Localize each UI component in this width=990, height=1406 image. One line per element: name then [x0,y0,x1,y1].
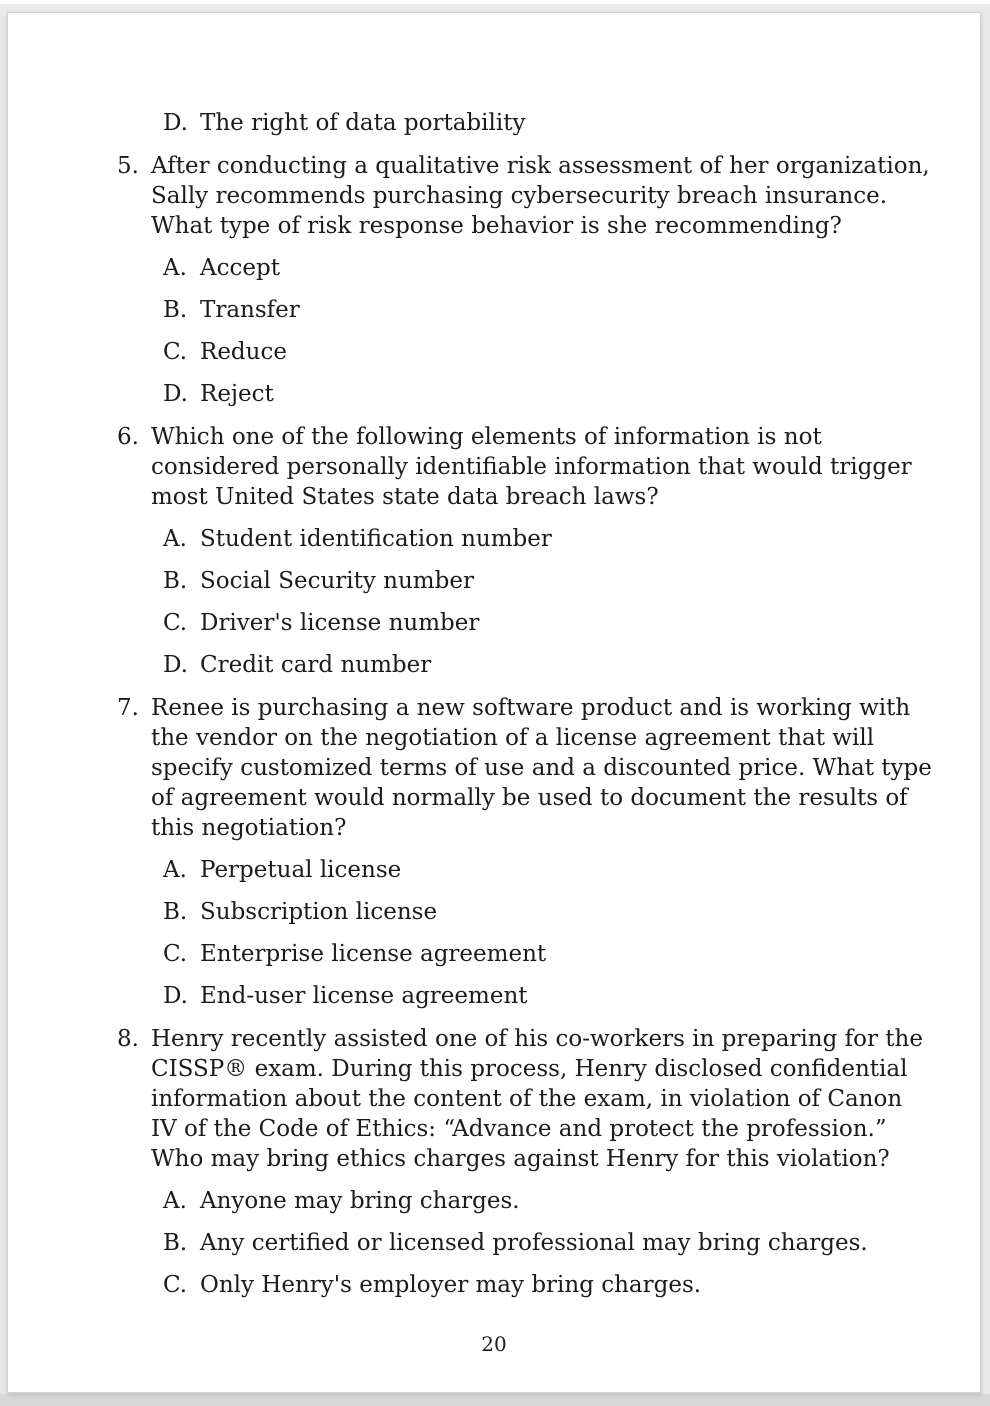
option-letter: B. [163,297,188,323]
option-letter: C. [163,1272,188,1298]
question-text-line: What type of risk response behavior is she recommending? [151,213,842,239]
option-letter: B. [163,1230,188,1256]
option-text: Anyone may bring charges. [200,1188,520,1214]
option-text: Reduce [200,339,287,365]
page-gap-strip [0,1394,990,1406]
option-text: Transfer [200,297,300,323]
question-text-line: After conducting a qualitative risk assessment of her organization, [151,153,930,179]
question-text-line: Sally recommends purchasing cybersecurity breach insurance. [151,183,888,209]
option-letter: D. [163,652,188,678]
option-letter: A. [163,526,187,552]
question-text-line: information about the content of the exam, in violation of Canon [151,1086,903,1112]
option-row [163,524,912,554]
option-letter: B. [163,568,188,594]
question-text-line: IV of the Code of Ethics: “Advance and protect the profession.” [151,1116,887,1142]
question-text-line: this negotiation? [151,815,347,841]
question-text-line: most United States state data breach laws? [151,484,659,510]
question-text-line: Renee is purchasing a new software product and is working with [151,695,911,721]
option-row [163,939,932,969]
question-number: 7. [117,695,139,721]
question-text-line: of agreement would normally be used to document the results of [151,785,908,811]
option-letter: C. [163,610,188,636]
option-letter: A. [163,1188,187,1214]
option-row [163,1228,923,1258]
page-number: 20 [481,1332,507,1356]
option-text: Only Henry's employer may bring charges. [200,1272,702,1298]
question-item-7 [117,693,980,1011]
question-item-6 [117,422,980,680]
option-row [163,295,930,325]
option-letter: A. [163,255,187,281]
option-letter: B. [163,899,188,925]
question-body [151,693,932,1011]
option-row [163,108,980,138]
option-letter: D. [163,110,188,136]
option-text: Perpetual license [200,857,402,883]
option-text: End-user license agreement [200,983,528,1009]
question-text-line: Who may bring ethics charges against Henry for this violation? [151,1146,890,1172]
question-text-line: specify customized terms of use and a discounted price. What type [151,755,932,781]
option-row [163,855,932,885]
question-item-5 [117,151,980,409]
option-row [163,897,932,927]
question-body [151,1024,923,1300]
question-text-line: Which one of the following elements of information is not [151,424,822,450]
option-row [163,337,930,367]
option-letter: C. [163,339,188,365]
page-content [8,13,980,1300]
option-row [163,608,912,638]
option-text: The right of data portability [200,110,526,136]
option-text: Subscription license [200,899,438,925]
question-number: 5. [117,153,139,179]
option-letter: C. [163,941,188,967]
option-text: Social Security number [200,568,474,594]
question-number: 6. [117,424,139,450]
option-text: Student identification number [200,526,552,552]
option-text: Accept [200,255,280,281]
option-text: Driver's license number [200,610,480,636]
option-row [163,1186,923,1216]
option-letter: D. [163,381,188,407]
option-row [163,379,930,409]
option-letter: A. [163,857,187,883]
option-row [163,1270,923,1300]
question-text-line: Henry recently assisted one of his co-workers in preparing for the [151,1026,923,1052]
option-row [163,566,912,596]
question-text-line: CISSP® exam. During this process, Henry disclosed confidential [151,1056,908,1082]
option-row [163,650,912,680]
option-text: Any certified or licensed professional may bring charges. [200,1230,868,1256]
option-letter: D. [163,983,188,1009]
option-text: Enterprise license agreement [200,941,547,967]
question-body [151,151,930,409]
document-page [7,12,981,1393]
question-text-line: considered personally identifiable information that would trigger [151,454,912,480]
option-row [163,981,932,1011]
option-text: Reject [200,381,274,407]
question-item-8 [117,1024,980,1300]
option-text: Credit card number [200,652,432,678]
question-body [151,422,912,680]
option-row [163,253,930,283]
question-number: 8. [117,1026,139,1052]
question-text-line: the vendor on the negotiation of a license agreement that will [151,725,875,751]
